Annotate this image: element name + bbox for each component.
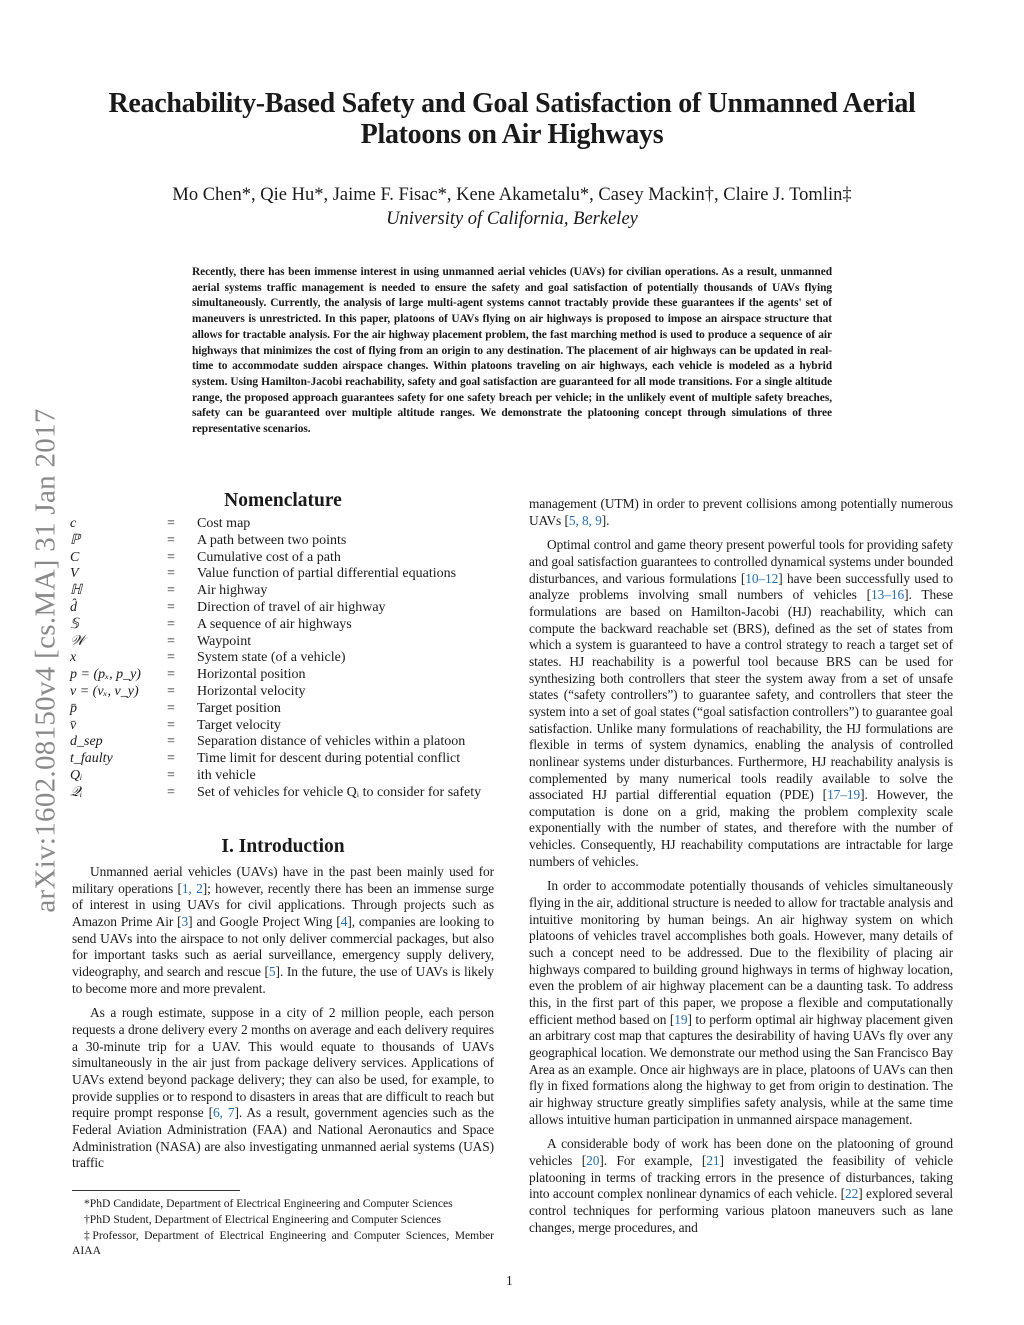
nomenclature-row xyxy=(70,516,510,533)
nomenclature-row xyxy=(70,634,510,651)
footnote: *PhD Candidate, Department of Electrical Engineering and Computer Sciences xyxy=(84,1197,453,1210)
nomenclature-equals: = xyxy=(167,633,175,649)
footnote: †PhD Student, Department of Electrical Engineering and Computer Sciences xyxy=(84,1212,442,1226)
nomenclature-symbol: 𝒲 xyxy=(70,633,85,649)
citation-link[interactable]: 22 xyxy=(844,1186,859,1202)
citation-link[interactable]: 10–12 xyxy=(745,570,779,586)
nomenclature-description: Target velocity xyxy=(197,717,281,733)
page-number: 1 xyxy=(506,1273,513,1288)
nomenclature-row xyxy=(70,684,510,701)
nomenclature-equals: = xyxy=(167,683,175,699)
nomenclature-equals: = xyxy=(167,583,175,599)
citation-link[interactable]: 21 xyxy=(706,1152,720,1168)
nomenclature-description: Set of vehicles for vehicle Qᵢ to consider for safety xyxy=(197,784,482,800)
nomenclature-description: A path between two points xyxy=(197,532,347,548)
nomenclature-equals: = xyxy=(167,616,175,632)
body-paragraph: In order to accommodate potentially thousands of vehicles simultaneously flying in the air, additional structure is needed to allow for tractable analysis and intuitive monitoring by human beings. An air highway system on which platoons of vehicles travel accomplishes both goals. However, many details of such a concept need to be addressed. Due to the flexibility of placing air highways compared to building ground highways in terms of highway location, even the problem of air highway placement can be a daunting task. To address this, in the first part of this paper, we propose a flexible and computationally efficient method based on [19] to perform optimal air highway placement given an arbitrary cost map that captures the desirability of having UAVs fly over any geographical location. We demonstrate our method using the San Francisco Bay Area as an example. Once air highways are in place, platoons of UAVs can then fly in fixed formations along the highway to get from origin to destination. The air highway structure greatly simplifies safety analysis, while at the same time allows intuitive human participation in unmanned airspace management. xyxy=(529,878,954,1127)
nomenclature-equals: = xyxy=(167,700,175,716)
nomenclature-symbol: v̄ xyxy=(70,717,77,733)
nomenclature-equals: = xyxy=(167,667,175,683)
nomenclature-symbol: C xyxy=(70,549,80,565)
nomenclature-description: Cost map xyxy=(197,516,251,531)
nomenclature-equals: = xyxy=(167,717,175,733)
citation-link[interactable]: 19 xyxy=(674,1011,688,1027)
section-heading-introduction: I. Introduction xyxy=(221,836,345,857)
arxiv-stamp xyxy=(22,350,70,970)
nomenclature-description: ith vehicle xyxy=(197,767,256,783)
nomenclature-row xyxy=(70,751,510,768)
body-paragraph: Unmanned aerial vehicles (UAVs) have in the past been mainly used for military operations [1, 2]; however, recently there has been an immense surge of interest in using UAVs for civil applications. Through projects such as Amazon Prime Air [3] and Google Project Wing [4], companies are looking to send UAVs into the airspace to not only deliver commercial packages, but also for important tasks such as aerial surveillance, emergency supply delivery, videography, and search and rescue [5]. In the future, the use of UAVs is likely to become more and more prevalent. xyxy=(72,864,494,996)
citation-link[interactable]: 6, 7 xyxy=(213,1105,235,1121)
nomenclature-row xyxy=(70,667,510,684)
nomenclature-row xyxy=(70,566,510,583)
nomenclature-table xyxy=(70,516,510,802)
nomenclature-symbol: ℍ xyxy=(70,583,82,599)
citation-link[interactable]: 4 xyxy=(340,913,348,929)
footnote-rule xyxy=(72,1190,240,1191)
nomenclature-description: Time limit for descent during potential conflict xyxy=(197,751,461,767)
right-column-body xyxy=(529,496,953,1244)
nomenclature-row xyxy=(70,550,510,567)
nomenclature-row xyxy=(70,650,510,667)
nomenclature-equals: = xyxy=(167,767,175,783)
footnotes xyxy=(72,1196,494,1259)
nomenclature-row xyxy=(70,734,510,751)
citation-link[interactable]: 1, 2 xyxy=(181,880,203,896)
citation-link[interactable]: 5, 8, 9 xyxy=(568,512,602,528)
nomenclature-symbol: v = (vₓ, v_y) xyxy=(70,683,139,699)
nomenclature-equals: = xyxy=(167,599,175,615)
affiliation: University of California, Berkeley xyxy=(386,209,638,229)
paper-title: Reachability-Based Safety and Goal Satisfaction of Unmanned Aerial Platoons on Air Highways xyxy=(108,88,916,150)
nomenclature-symbol: d̂ xyxy=(70,599,77,615)
nomenclature-symbol: d_sep xyxy=(70,734,103,750)
body-paragraph: As a rough estimate, suppose in a city of 2 million people, each person requests a drone delivery every 2 months on average and each delivery requires a 30-minute trip for a UAV. This would equate to thousands of UAVs simultaneously in the air just from package delivery services. Applications of UAVs extend beyond package delivery; they can also be used, for example, to provide supplies or to respond to disasters in areas that are difficult to reach but require prompt response [6, 7]. As a result, government agencies such as the Federal Aviation Administration (FAA) and National Aeronautics and Space Administration (NASA) are also investigating unmanned aerial systems (UAS) traffic xyxy=(72,1005,494,1171)
nomenclature-symbol: ℙ xyxy=(70,532,80,548)
nomenclature-description: Direction of travel of air highway xyxy=(197,599,386,615)
nomenclature-row xyxy=(70,583,510,600)
nomenclature-symbol: V xyxy=(70,566,79,582)
citation-link[interactable]: 13–16 xyxy=(871,587,905,603)
body-paragraph: A considerable body of work has been done on the platooning of ground vehicles [20]. For example, [21] investigated the feasibility of vehicle platooning in terms of tracking errors in the presence of disturbances, taking into account complex nonlinear dynamics of each vehicle. [22] explored several control techniques for performing various platoon maneuvers such as lane changes, merge procedures, and xyxy=(529,1136,954,1235)
nomenclature-equals: = xyxy=(167,549,175,565)
body-paragraph: management (UTM) in order to prevent collisions among potentially numerous UAVs [5, 8, 9]. xyxy=(529,496,953,528)
nomenclature-description: Value function of partial differential equations xyxy=(197,566,457,582)
nomenclature-row xyxy=(70,785,510,802)
nomenclature-equals: = xyxy=(167,532,175,548)
nomenclature-description: A sequence of air highways xyxy=(197,616,352,632)
nomenclature-symbol: 𝕊 xyxy=(70,616,79,632)
nomenclature-symbol: t_faulty xyxy=(70,751,113,767)
nomenclature-description: Air highway xyxy=(197,583,268,599)
nomenclature-equals: = xyxy=(167,734,175,750)
nomenclature-row xyxy=(70,600,510,617)
citation-link[interactable]: 5 xyxy=(268,963,276,979)
nomenclature-description: Separation distance of vehicles within a platoon xyxy=(197,734,466,750)
nomenclature-symbol: x xyxy=(70,650,77,666)
citation-link[interactable]: 3 xyxy=(181,913,189,929)
nomenclature-symbol: 𝒬ᵢ xyxy=(70,784,83,800)
nomenclature-equals: = xyxy=(167,650,175,666)
nomenclature-row xyxy=(70,533,510,550)
nomenclature-row xyxy=(70,701,510,718)
nomenclature-description: Horizontal velocity xyxy=(197,683,306,699)
nomenclature-description: Cumulative cost of a path xyxy=(197,549,341,565)
citation-link[interactable]: 20 xyxy=(586,1152,600,1168)
nomenclature-row xyxy=(70,768,510,785)
nomenclature-row xyxy=(70,718,510,735)
nomenclature-description: Horizontal position xyxy=(197,667,306,683)
author-list: Mo Chen*, Qie Hu*, Jaime F. Fisac*, Kene Akametalu*, Casey Mackin†, Claire J. Tomlin‡ xyxy=(172,185,852,205)
abstract: Recently, there has been immense interest in using unmanned aerial vehicles (UAVs) for civilian operations. As a result, unmanned aerial systems traffic management is needed to ensure the safety and goal satisfaction of potentially thousands of UAVs flying simultaneously. Currently, the analysis of large multi-agent systems cannot tractably provide these guarantees if the agents' set of maneuvers is unrestricted. In this paper, platoons of UAVs flying on air highways is proposed to impose an airspace structure that allows for tractable analysis. For the air highway placement problem, the fast marching method is used to produce a sequence of air highways that minimizes the cost of flying from an origin to any destination. The placement of air highways can be updated in real-time to accommodate sudden airspace changes. Within platoons traveling on air highways, each vehicle is modeled as a hybrid system. Using Hamilton-Jacobi reachability, safety and goal satisfaction are guaranteed for all mode transitions. For a single altitude range, the proposed approach guarantees safety for one safety breach per vehicle; in the unlikely event of multiple safety breaches, safety can be guaranteed over multiple altitude ranges. We demonstrate the platooning concept through simulations of three representative scenarios. xyxy=(192,266,832,436)
body-paragraph: Optimal control and game theory present powerful tools for providing safety and goal satisfaction guarantees to controlled dynamical systems under bounded disturbances, and various formulations [10–12] have been successfully used to analyze problems involving small numbers of vehicles [13–16]. These formulations are based on Hamilton-Jacobi (HJ) reachability, which can compute the backward reachable set (BRS), defined as the set of states from which a system is guaranteed to have a control strategy to reach a target set of states. HJ reachability is a powerful tool because BRS can be used for synthesizing both controllers that steer the system away from a set of unsafe states (“safety controllers”) to guarantee safety, and controllers that steer the system into a set of goal states (“goal satisfaction controllers”) to guarantee goal satisfaction. Unlike many formulations of reachability, the HJ formulations are flexible in terms of system dynamics, enabling the analysis of controlled nonlinear systems under disturbances. Furthermore, HJ reachability analysis is complemented by many numerical tools readily available to solve the associated HJ partial differential equation (PDE) [17–19]. However, the computation is done on a grid, making the problem complexity scale exponentially with the number of states, and therefore with the number of vehicles. Consequently, HJ reachability computations are intractable for large numbers of vehicles. xyxy=(529,537,954,869)
nomenclature-description: Target position xyxy=(197,700,281,716)
left-column-body xyxy=(72,864,494,1180)
nomenclature-equals: = xyxy=(167,751,175,767)
nomenclature-symbol: Qᵢ xyxy=(70,767,83,783)
nomenclature-row xyxy=(70,617,510,634)
nomenclature-equals: = xyxy=(167,784,175,800)
nomenclature-symbol: p = (pₓ, p_y) xyxy=(70,667,141,683)
citation-link[interactable]: 17–19 xyxy=(827,787,861,803)
nomenclature-heading: Nomenclature xyxy=(224,490,342,511)
nomenclature-description: Waypoint xyxy=(197,633,252,649)
nomenclature-description: System state (of a vehicle) xyxy=(197,650,346,666)
nomenclature-equals: = xyxy=(167,516,175,531)
footnote: ‡Professor, Department of Electrical Engineering and Computer Sciences, Member AIAA xyxy=(72,1228,494,1258)
nomenclature-symbol: c xyxy=(70,516,77,531)
nomenclature-equals: = xyxy=(167,566,175,582)
nomenclature-symbol: p̄ xyxy=(70,700,77,716)
arxiv-id: arXiv:1602.08150v4 [cs.MA] 31 Jan 2017 xyxy=(29,407,62,913)
